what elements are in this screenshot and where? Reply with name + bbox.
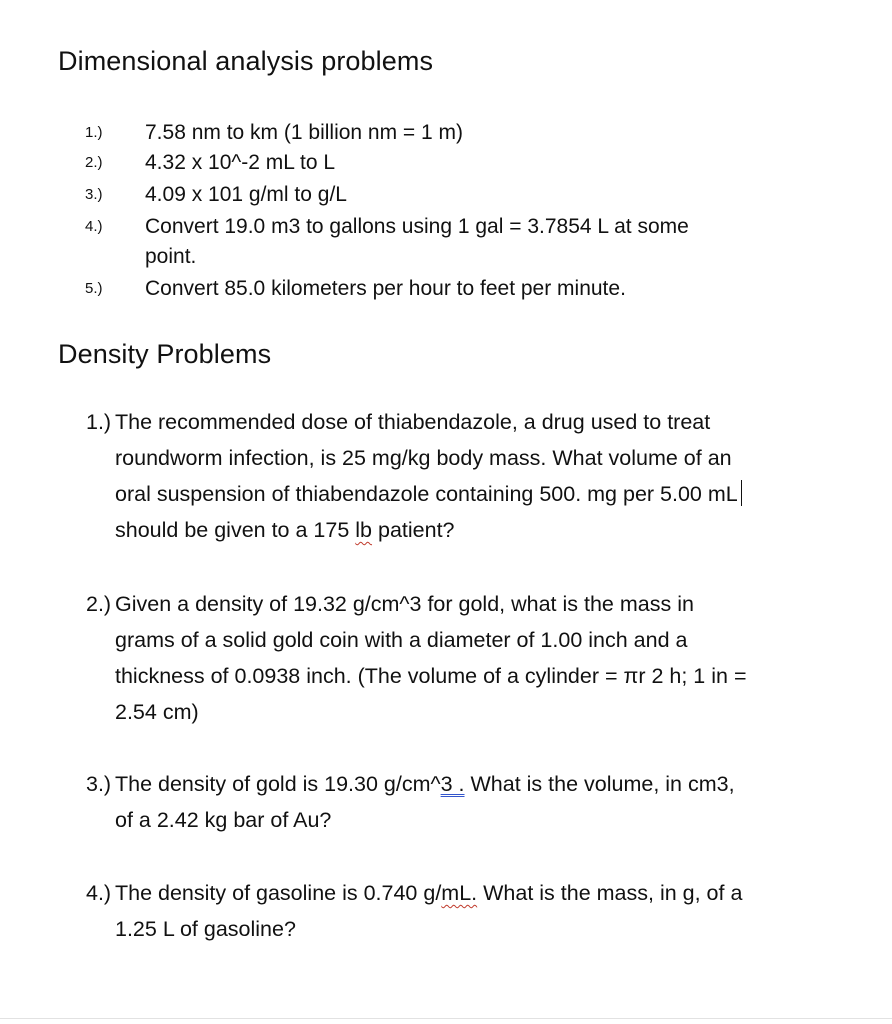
list-item-number: 3.) xyxy=(86,772,112,796)
page-divider xyxy=(0,1018,892,1019)
grammar-flagged-text[interactable]: 3 . xyxy=(440,772,465,796)
section-heading-density-problems: Density Problems xyxy=(58,339,272,369)
list-item-number: 3.) xyxy=(85,186,103,203)
list-item-number: 4.) xyxy=(86,881,112,905)
list-item-text: The density of gold is 19.30 g/cm^3 . What is the volume, in cm3, of a 2.42 kg bar of Au? xyxy=(115,772,735,832)
list-item-number: 1.) xyxy=(86,410,112,434)
list-item-number: 4.) xyxy=(85,218,103,235)
list-item-number: 5.) xyxy=(85,280,103,297)
list-item-text: 7.58 nm to km (1 billion nm = 1 m) xyxy=(145,121,464,144)
list-item-text: Given a density of 19.32 g/cm^3 for gold, what is the mass in grams of a solid gold coin with a diameter of 1.00 inch and a thickness of 0.0938 inch. (The volume of a cylinder = πr 2 h; 1 in = 2.54 cm) xyxy=(115,592,747,724)
list-item-number: 1.) xyxy=(85,124,103,141)
spellcheck-word[interactable]: mL. xyxy=(441,881,478,905)
list-item-text: 4.09 x 101 g/ml to g/L xyxy=(145,183,347,206)
list-item-number: 2.) xyxy=(86,592,112,616)
list-item-text: The density of gasoline is 0.740 g/mL. What is the mass, in g, of a 1.25 L of gasoline? xyxy=(115,881,743,941)
list-item-text: The recommended dose of thiabendazole, a drug used to treat roundworm infection, is 25 mg/kg body mass. What volume of an oral suspension of thiabendazole containing 500. mg per 5.00 mL should be given to a 175 lb patient? xyxy=(115,404,815,548)
section-heading-dimensional-analysis: Dimensional analysis problems xyxy=(58,46,434,76)
spellcheck-word[interactable]: lb xyxy=(355,518,373,542)
list-item-text: 4.32 x 10^-2 mL to L xyxy=(145,151,336,174)
list-item-number: 2.) xyxy=(85,154,103,171)
list-item-text: Convert 85.0 kilometers per hour to feet per minute. xyxy=(145,277,626,300)
list-item-text: Convert 19.0 m3 to gallons using 1 gal = 3.7854 L at some point. xyxy=(145,215,689,268)
text-cursor xyxy=(741,480,742,506)
